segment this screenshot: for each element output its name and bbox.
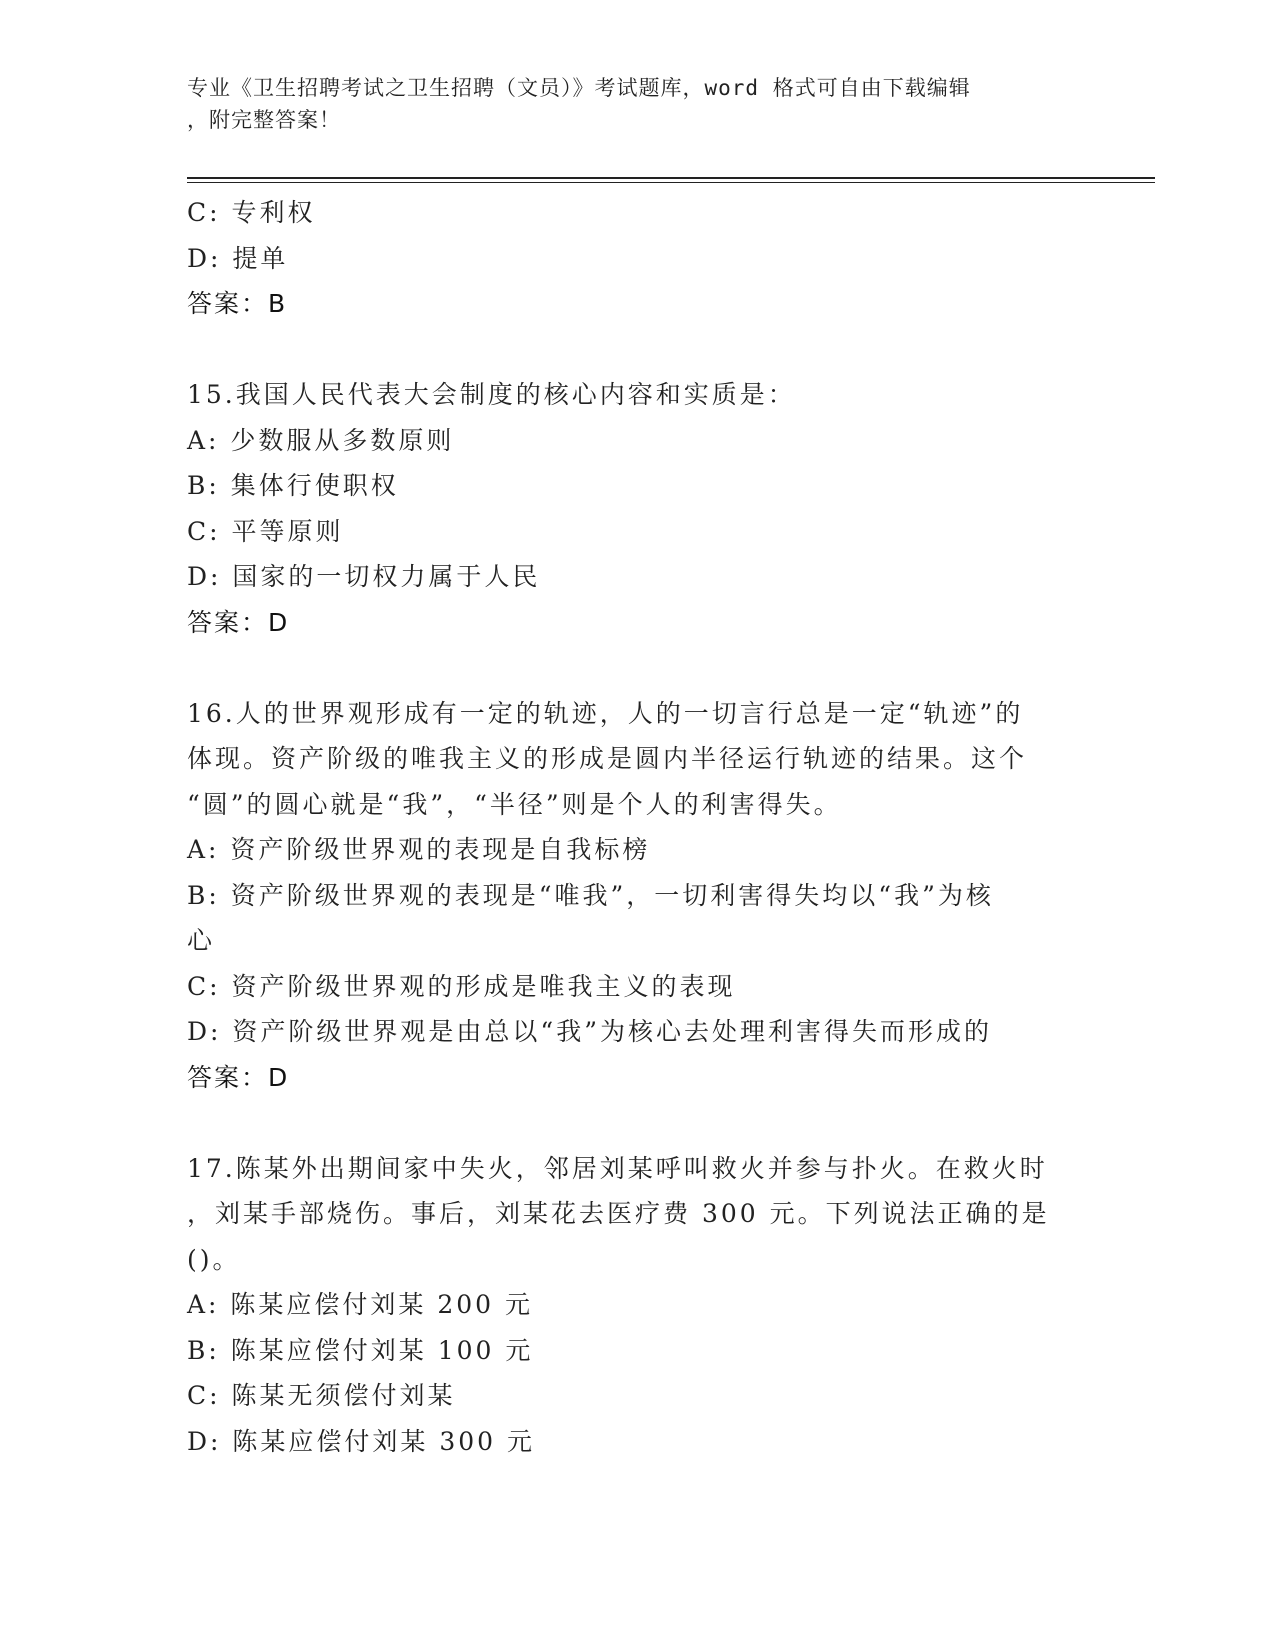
page-header <box>187 72 1087 136</box>
option-d: D: 资产阶级世界观是由总以“我”为核心去处理利害得失而形成的 <box>187 1017 992 1046</box>
question-15 <box>187 372 1087 645</box>
question-stem-line-3: “圆”的圆心就是“我”，“半径”则是个人的利害得失。 <box>187 789 842 819</box>
option-a: A: 陈某应偿付刘某 200 元 <box>187 1290 534 1319</box>
question-17 <box>187 1146 1087 1465</box>
option-a: A: 资产阶级世界观的表现是自我标榜 <box>187 835 651 864</box>
question-stem-line-1: 17.陈某外出期间家中失火，邻居刘某呼叫救火并参与扑火。在救火时 <box>187 1153 1048 1183</box>
question-stem: 15.我国人民代表大会制度的核心内容和实质是： <box>187 380 796 409</box>
option-d: D: 提单 <box>187 243 289 273</box>
answer: 答案：D <box>187 1062 290 1092</box>
option-c: C: 专利权 <box>187 198 316 227</box>
answer: 答案：B <box>187 289 288 318</box>
header-divider-thick <box>187 177 1155 179</box>
option-d: D: 国家的一切权力属于人民 <box>187 562 541 591</box>
spacer <box>187 327 1087 373</box>
answer: 答案：D <box>187 607 290 637</box>
option-c: C: 陈某无须偿付刘某 <box>187 1381 456 1410</box>
question-stem-line-3: ()。 <box>187 1244 241 1274</box>
option-d: D: 陈某应偿付刘某 300 元 <box>187 1426 536 1456</box>
option-c: C: 平等原则 <box>187 516 344 546</box>
option-b-line-2: 心 <box>187 926 216 955</box>
question-stem-line-2: 体现。资产阶级的唯我主义的形成是圆内半径运行轨迹的结果。这个 <box>187 744 1028 773</box>
spacer <box>187 645 1087 691</box>
question-16 <box>187 691 1087 1101</box>
question-stem-line-2: ，刘某手部烧伤。事后，刘某花去医疗费 300 元。下列说法正确的是 <box>187 1199 1050 1228</box>
question-list <box>187 190 1087 1464</box>
header-line-2: ，附完整答案！ <box>187 108 341 132</box>
option-b: B: 集体行使职权 <box>187 471 399 500</box>
option-a: A: 少数服从多数原则 <box>187 425 455 455</box>
question-14-tail <box>187 190 1087 327</box>
option-c: C: 资产阶级世界观的形成是唯我主义的表现 <box>187 971 736 1001</box>
spacer <box>187 1100 1087 1146</box>
option-b-line-1: B: 资产阶级世界观的表现是“唯我”，一切利害得失均以“我”为核 <box>187 880 994 910</box>
option-b: B: 陈某应偿付刘某 100 元 <box>187 1335 534 1365</box>
header-divider-thin <box>187 182 1155 183</box>
question-stem-line-1: 16.人的世界观形成有一定的轨迹，人的一切言行总是一定“轨迹”的 <box>187 698 1024 728</box>
header-line-1: 专业《卫生招聘考试之卫生招聘（文员）》考试题库，word 格式可自由下载编辑 <box>187 76 971 100</box>
